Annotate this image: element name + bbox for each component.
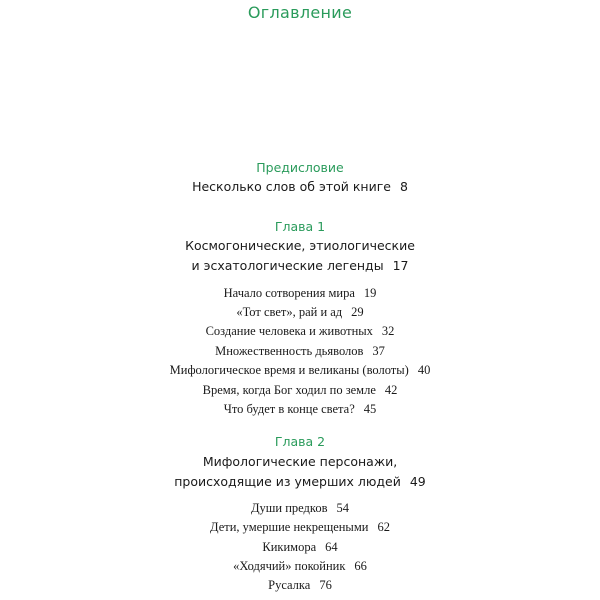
toc-page-number: 42 [384, 383, 398, 397]
toc-page-number: 76 [319, 578, 332, 592]
toc-entry[interactable] [0, 344, 600, 359]
toc-entry[interactable] [0, 520, 600, 535]
chapter-2-page-number: 49 [409, 474, 426, 489]
toc-entry-label: Множественность дьяволов [215, 344, 364, 358]
toc-entry-label: Мифологическое время и великаны (волоты) [169, 363, 409, 377]
toc-entry-label: Что будет в конце света? [223, 402, 355, 416]
toc-page-number: 66 [354, 559, 367, 573]
toc-page-number: 54 [336, 501, 349, 515]
toc-page-number: 37 [372, 344, 385, 358]
chapter-1-title-text: и эсхатологические легенды [191, 258, 384, 273]
chapter-1-page-number: 17 [392, 258, 409, 273]
toc-entry[interactable] [0, 286, 600, 301]
toc-entry[interactable] [0, 559, 600, 574]
preface-heading: Предисловие [256, 160, 344, 175]
toc-entry-label: Время, когда Бог ходил по земле [202, 383, 376, 397]
chapter-2-heading: Глава 2 [274, 434, 326, 449]
toc-page-number: 40 [417, 363, 431, 377]
toc-entry-label: Создание человека и животных [205, 324, 373, 338]
toc-page-number: 64 [325, 540, 338, 554]
toc-entry-label: Души предков [251, 501, 328, 515]
toc-entry-preface[interactable] [0, 179, 600, 194]
toc-entry[interactable] [0, 383, 600, 398]
toc-entry-label: «Ходячий» покойник [233, 559, 346, 573]
toc-entry[interactable] [0, 540, 600, 555]
toc-entry-label: Русалка [268, 578, 311, 592]
toc-entry[interactable] [0, 578, 600, 593]
toc-entry[interactable] [0, 363, 600, 378]
chapter-1-title-line-1[interactable]: Космогонические, этиологические [185, 238, 415, 253]
toc-page-number: 8 [399, 179, 408, 194]
toc-entry[interactable] [0, 402, 600, 417]
chapter-2-title-line-1[interactable]: Мифологические персонажи, [202, 454, 398, 469]
toc-entry-label: Кикимора [262, 540, 317, 554]
toc-entry-label: «Тот свет», рай и ад [236, 305, 343, 319]
chapter-2-title-line-2[interactable] [0, 474, 600, 489]
toc-entry-label: Несколько слов об этой книге [192, 179, 391, 194]
chapter-1-heading: Глава 1 [274, 219, 326, 234]
chapter-1-title-line-2[interactable] [0, 258, 600, 273]
toc-page-number: 62 [377, 520, 390, 534]
page-title: Оглавление [247, 3, 353, 22]
toc-entry-label: Дети, умершие некрещеными [210, 520, 369, 534]
toc-entry-label: Начало сотворения мира [223, 286, 355, 300]
toc-page-number: 19 [363, 286, 377, 300]
toc-page-number: 29 [351, 305, 364, 319]
toc-page-number: 32 [381, 324, 395, 338]
toc-entry[interactable] [0, 324, 600, 339]
toc-page-number: 45 [363, 402, 377, 416]
chapter-2-title-text: происходящие из умерших людей [174, 474, 401, 489]
toc-entry[interactable] [0, 501, 600, 516]
toc-entry[interactable] [0, 305, 600, 320]
